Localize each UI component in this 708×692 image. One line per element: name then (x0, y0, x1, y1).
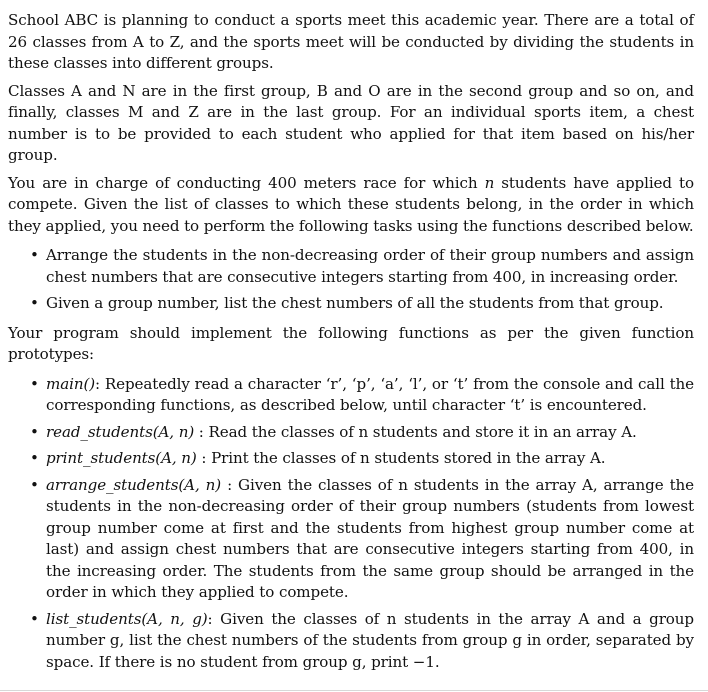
function-signature: list_students(A, n, g) (46, 609, 208, 628)
bullet-icon: • (30, 374, 39, 393)
function-list (8, 374, 694, 674)
function-signature: main() (46, 374, 96, 393)
task-paragraph-part-1: You are in charge of conducting 400 meters race for which (8, 173, 485, 192)
bullet-icon: • (30, 609, 39, 628)
function-item (8, 374, 694, 417)
function-description: : Read the classes of n students and store it in an array A. (194, 422, 637, 441)
function-description: : Print the classes of n students stored in the array A. (196, 449, 606, 467)
function-item (8, 609, 694, 674)
task-item (8, 245, 694, 288)
functions-intro-paragraph: Your program should implement the following functions as per the given function prototypes: (8, 323, 694, 363)
task-item (8, 293, 694, 315)
function-signature: arrange_students(A, n) (46, 475, 222, 494)
function-signature: read_students(A, n) (46, 422, 195, 441)
function-description: : Given the classes of n students in the array A, arrange the students in the non-decreasing order of their group numbers (students from lowest group number come at first and the students from highest group number come at last) and assign chest numbers that are consecutive integers starting from 400, in the increasing order. The students from the same group should be arranged in the order in which they applied to compete. (46, 475, 694, 601)
bullet-icon: • (30, 422, 39, 441)
intro-paragraph: School ABC is planning to conduct a sports meet this academic year. There are a total of 26 classes from A to Z, and the sports meet will be conducted by dividing the students in these classes into different groups. (8, 11, 694, 72)
function-description: : Given the classes of n students in the array A and a group number g, list the chest numbers of the students from group g in order, separated by space. If there is no student from group g, print −1. (46, 609, 694, 671)
task-paragraph-part-2: students have applied to compete. Given the list of classes to which these students belong, in the order in which they applied, you need to perform the following tasks using the functions described below. (8, 173, 694, 235)
task-paragraph (8, 173, 694, 238)
bullet-icon: • (30, 246, 39, 264)
function-description: : Repeatedly read a character ‘r’, ‘p’, ‘a’, ‘l’, or ‘t’ from the console and call the corresponding functions, as described below, until character ‘t’ is encountered. (46, 374, 694, 414)
function-item (8, 475, 694, 604)
bullet-icon: • (30, 449, 39, 467)
function-item (8, 422, 694, 444)
function-signature: print_students(A, n) (46, 449, 197, 467)
bullet-icon: • (30, 475, 39, 494)
task-list (8, 245, 694, 315)
bottom-divider (0, 690, 708, 691)
task-text: Arrange the students in the non-decreasing order of their group numbers and assign chest numbers that are consecutive integers starting from 400, in increasing order. (46, 246, 694, 286)
task-text: Given a group number, list the chest numbers of all the students from that group. (46, 294, 664, 312)
variable-n: n (484, 173, 495, 192)
groups-paragraph: Classes A and N are in the first group, B and O are in the second group and so on, and finally, classes M and Z are in the last group. For an individual sports item, a chest number is to be provided to each student who applied for that item based on his/her group. (8, 81, 694, 164)
function-item (8, 448, 694, 470)
bullet-icon: • (30, 294, 39, 312)
problem-statement (8, 10, 694, 681)
